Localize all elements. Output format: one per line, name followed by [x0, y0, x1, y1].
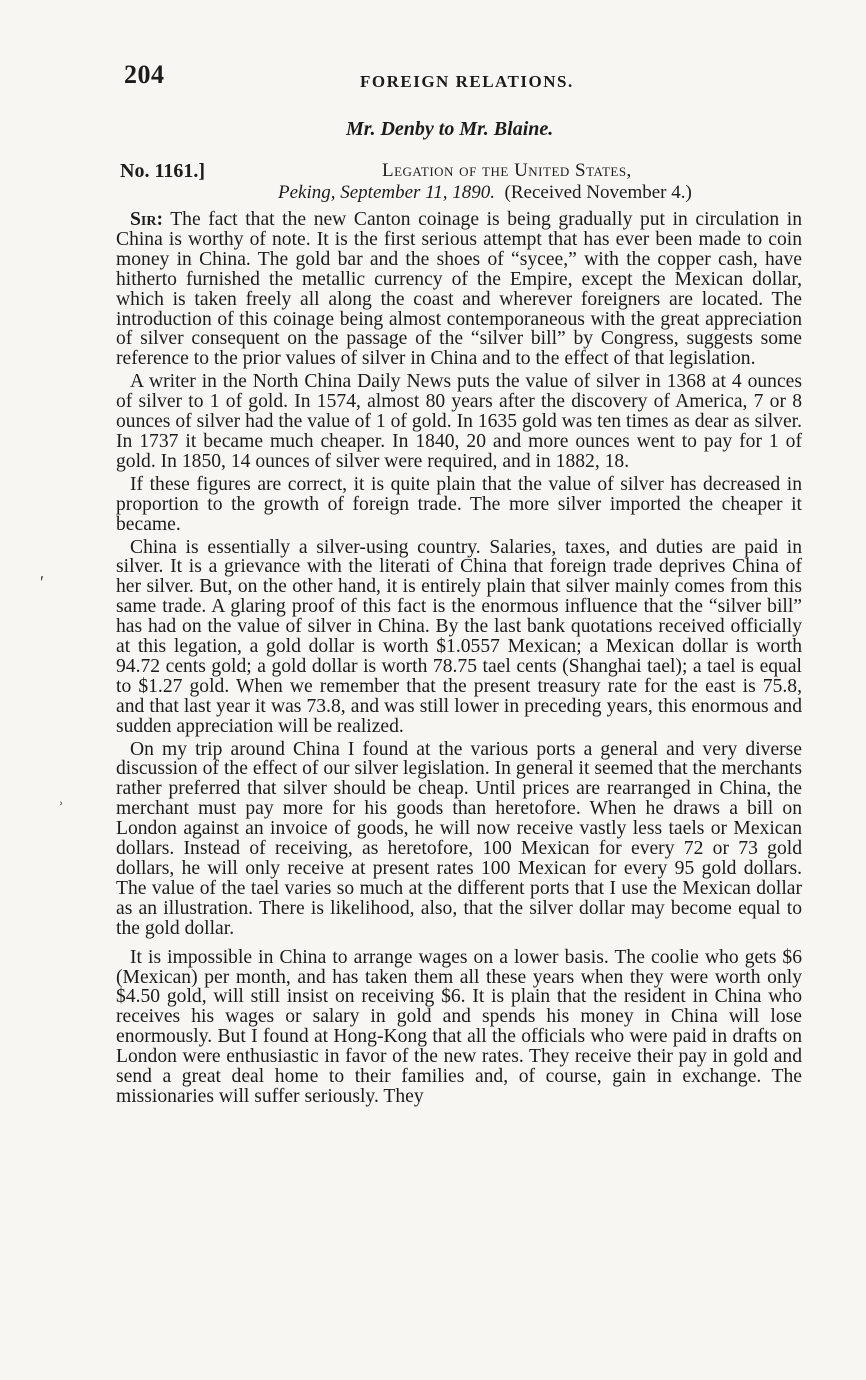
place-date: Peking, September 11, 1890. — [278, 182, 496, 203]
paragraph: A writer in the North China Daily News puts the value of silver in 1368 at 4 ounces of silver to 1 of gold. In 1574, almost 80 years after the discovery of America, 7 or 8 ounces of silver had the value of 1 of gold. In 1635 gold was ten times as dear as silver. In 1737 it became much cheaper. In 1840, 20 and more ounces went to pay for 1 of gold. In 1850, 14 ounces of silver were required, and in 1882, 18. — [116, 371, 802, 472]
letter-heading: Mr. Denby to Mr. Blaine. — [346, 118, 554, 140]
document-number: No. 1161.] — [120, 160, 205, 182]
margin-mark: ˒ — [58, 790, 64, 810]
page-number: 204 — [124, 60, 165, 89]
paragraph-text: The fact that the new Canton coinage is being gradually put in circulation in China is worthy of note. It is the first serious attempt that has ever been made to coin money in China. The gold bar and the shoes of “sycee,” with the copper cash, have hitherto furnished the metallic currency of the Empire, except the Mexican dollar, which is taken freely all along the coast and wherever foreigners are located. The introduction of this coinage being almost contemporaneous with the great appreciation of silver consequent on the passage of the “silver bill” by Congress, suggests some reference to the prior values of silver in China and to the effect of that legislation. — [116, 209, 802, 370]
legation-line: Legation of the United States, — [382, 160, 632, 181]
margin-mark: ʹ — [40, 572, 44, 592]
running-head: FOREIGN RELATIONS. — [360, 72, 574, 91]
received-date: (Received November 4.) — [504, 182, 692, 203]
paragraph — [116, 210, 802, 369]
dateline — [278, 182, 692, 204]
paragraph: It is impossible in China to arrange wages on a lower basis. The coolie who gets $6 (Mexican) per month, and has taken them all these years when they were worth only $4.50 gold, will still insist on receiving $6. It is plain that the resident in China who receives his wages or salary in gold and spends his money in China will lose enormously. But I found at Hong-Kong that all the officials who were paid in drafts on London were enthusiastic in favor of the new rates. They receive their pay in gold and send a great deal home to their families and, of course, gain in exchange. The missionaries will suffer seriously. They — [116, 946, 802, 1107]
paragraph: If these figures are correct, it is quite plain that the value of silver has decreased in proportion to the growth of foreign trade. The more silver imported the cheaper it became. — [116, 473, 802, 535]
salutation: Sir: — [130, 209, 163, 230]
paragraph: On my trip around China I found at the various ports a general and very diverse discussion of the effect of our silver legislation. In general it seemed that the merchants rather preferred that silver should be cheap. Until prices are rearranged in China, the merchant must pay more for his goods than heretofore. When he draws a bill on London against an invoice of goods, he will now receive vastly less taels or Mexican dollars. Instead of receiving, as heretofore, 100 Mexican for every 72 or 73 gold dollars, he will only receive at present rates 100 Mexican for every 95 gold dollars. The value of the tael varies so much at the different ports that I use the Mexican dollar as an illustration. There is likelihood, also, that the silver dollar may become equal to the gold dollar. — [116, 738, 802, 939]
paragraph: China is essentially a silver-using country. Salaries, taxes, and duties are paid in silver. It is a grievance with the literati of China that foreign trade deprives China of her silver. But, on the other hand, it is entirely plain that silver mainly comes from this same trade. A glaring proof of this fact is the enormous influence that the “silver bill” has had on the value of silver in China. By the last bank quotations received officially at this legation, a gold dollar is worth $1.0557 Mexican; a Mexican dollar is worth 94.72 cents gold; a gold dollar is worth 78.75 tael cents (Shanghai tael); a tael is equal to $1.27 gold. When we remember that the present treasury rate for the east is 75.8, and that last year it was 73.8, and was still lower in preceding years, this enormous and sudden appreciation will be realized. — [116, 536, 802, 737]
letter-body — [116, 210, 802, 1107]
